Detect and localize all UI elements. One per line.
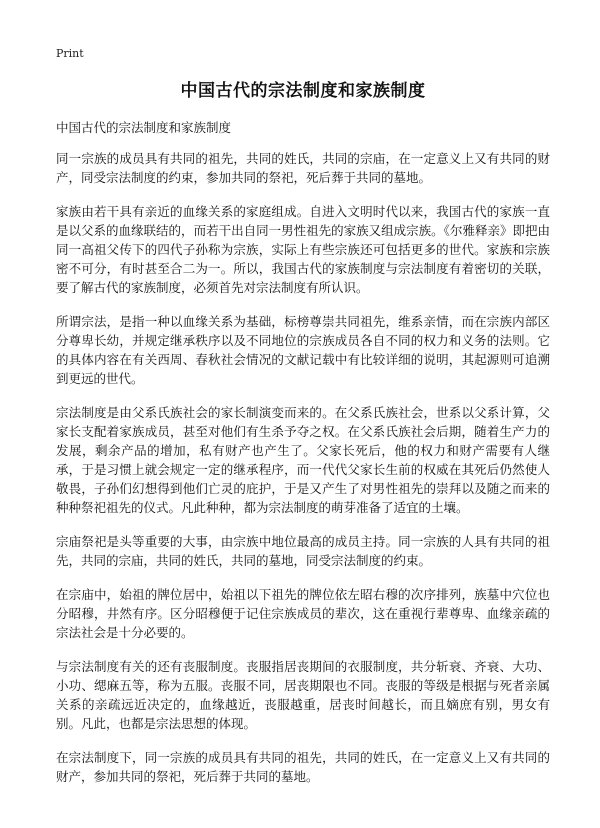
article-body — [56, 149, 550, 801]
print-link[interactable]: Print — [56, 47, 84, 60]
paragraph-4: 宗法制度是由父系氏族社会的家长制演变而来的。在父系氏族社会，世系以父系计算，父家长支配着家族成员，甚至对他们有生杀予夺之权。在父系氏族社会后期，随着生产力的发展，剩余产品的增加，私有财产也产生了。父家长死后，他的权力和财产需要有人继承，于是习惯上就会规定一定的继承程序，而一代代父家长生前的权威在其死后仍然使人敬畏，子孙们幻想得到他们亡灵的庇护，于是又产生了对男性祖先的崇拜以及随之而来的种种祭祀祖先的仪式。凡此种种，都为宗法制度的萌芽准备了适宜的土壤。 — [56, 405, 550, 515]
paragraph-3: 所谓宗法，是指一种以血缘关系为基础，标榜尊崇共同祖先，维系亲情，而在宗族内部区分尊卑长幼，并规定继承秩序以及不同地位的宗族成员各自不同的权力和义务的法则。它的具体内容在有关西周、春秋社会情况的文献记载中有比较详细的说明，其起源则可追溯到更远的世代。 — [56, 314, 550, 386]
article-subtitle: 中国古代的宗法制度和家族制度 — [56, 120, 232, 135]
page-title: 中国古代的宗法制度和家族制度 — [180, 81, 426, 101]
paragraph-6: 在宗庙中，始祖的牌位居中，始祖以下祖先的牌位依左昭右穆的次序排列，族墓中穴位也分昭穆，井然有序。区分昭穆便于记住宗族成员的辈次，这在重视行辈尊卑、血缘亲疏的宗法社会是十分必要的。 — [56, 587, 550, 640]
paragraph-2: 家族由若干具有亲近的血缘关系的家庭组成。自进入文明时代以来，我国古代的家族一直是以父系的血缘联结的，而若干出自同一男性祖先的家族又组成宗族。《尔雅释亲》即把由同一高祖父传下的四代子孙称为宗族，实际上有些宗族还可包括更多的世代。家族和宗族密不可分，有时甚至合二为一。所以，我国古代的家族制度与宗法制度有着密切的关联，要了解古代的家族制度，必须首先对宗法制度有所认识。 — [56, 204, 550, 295]
paragraph-8: 在宗法制度下，同一宗族的成员具有共同的祖先，共同的姓氏，在一定意义上又有共同的财产，参加共同的祭祀，死后葬于共同的墓地。 — [56, 750, 550, 784]
paragraph-5: 宗庙祭祀是头等重要的大事，由宗族中地位最高的成员主持。同一宗族的人具有共同的祖先，共同的宗庙，共同的姓氏，共同的墓地，同受宗法制度的约束。 — [56, 534, 550, 568]
paragraph-7: 与宗法制度有关的还有丧服制度。丧服指居丧期间的衣服制度，共分斩衰、齐衰、大功、小功、缌麻五等，称为五服。丧服不同，居丧期限也不同。丧服的等级是根据与死者亲属关系的亲疏远近决定的，血缘越近，丧服越重，居丧时间越长，而且嫡庶有别，男女有别。凡此，也都是宗法思想的体现。 — [56, 659, 550, 731]
paragraph-1: 同一宗族的成员具有共同的祖先，共同的姓氏，共同的宗庙，在一定意义上又有共同的财产，同受宗法制度的约束，参加共同的祭祀，死后葬于共同的墓地。 — [56, 151, 550, 185]
